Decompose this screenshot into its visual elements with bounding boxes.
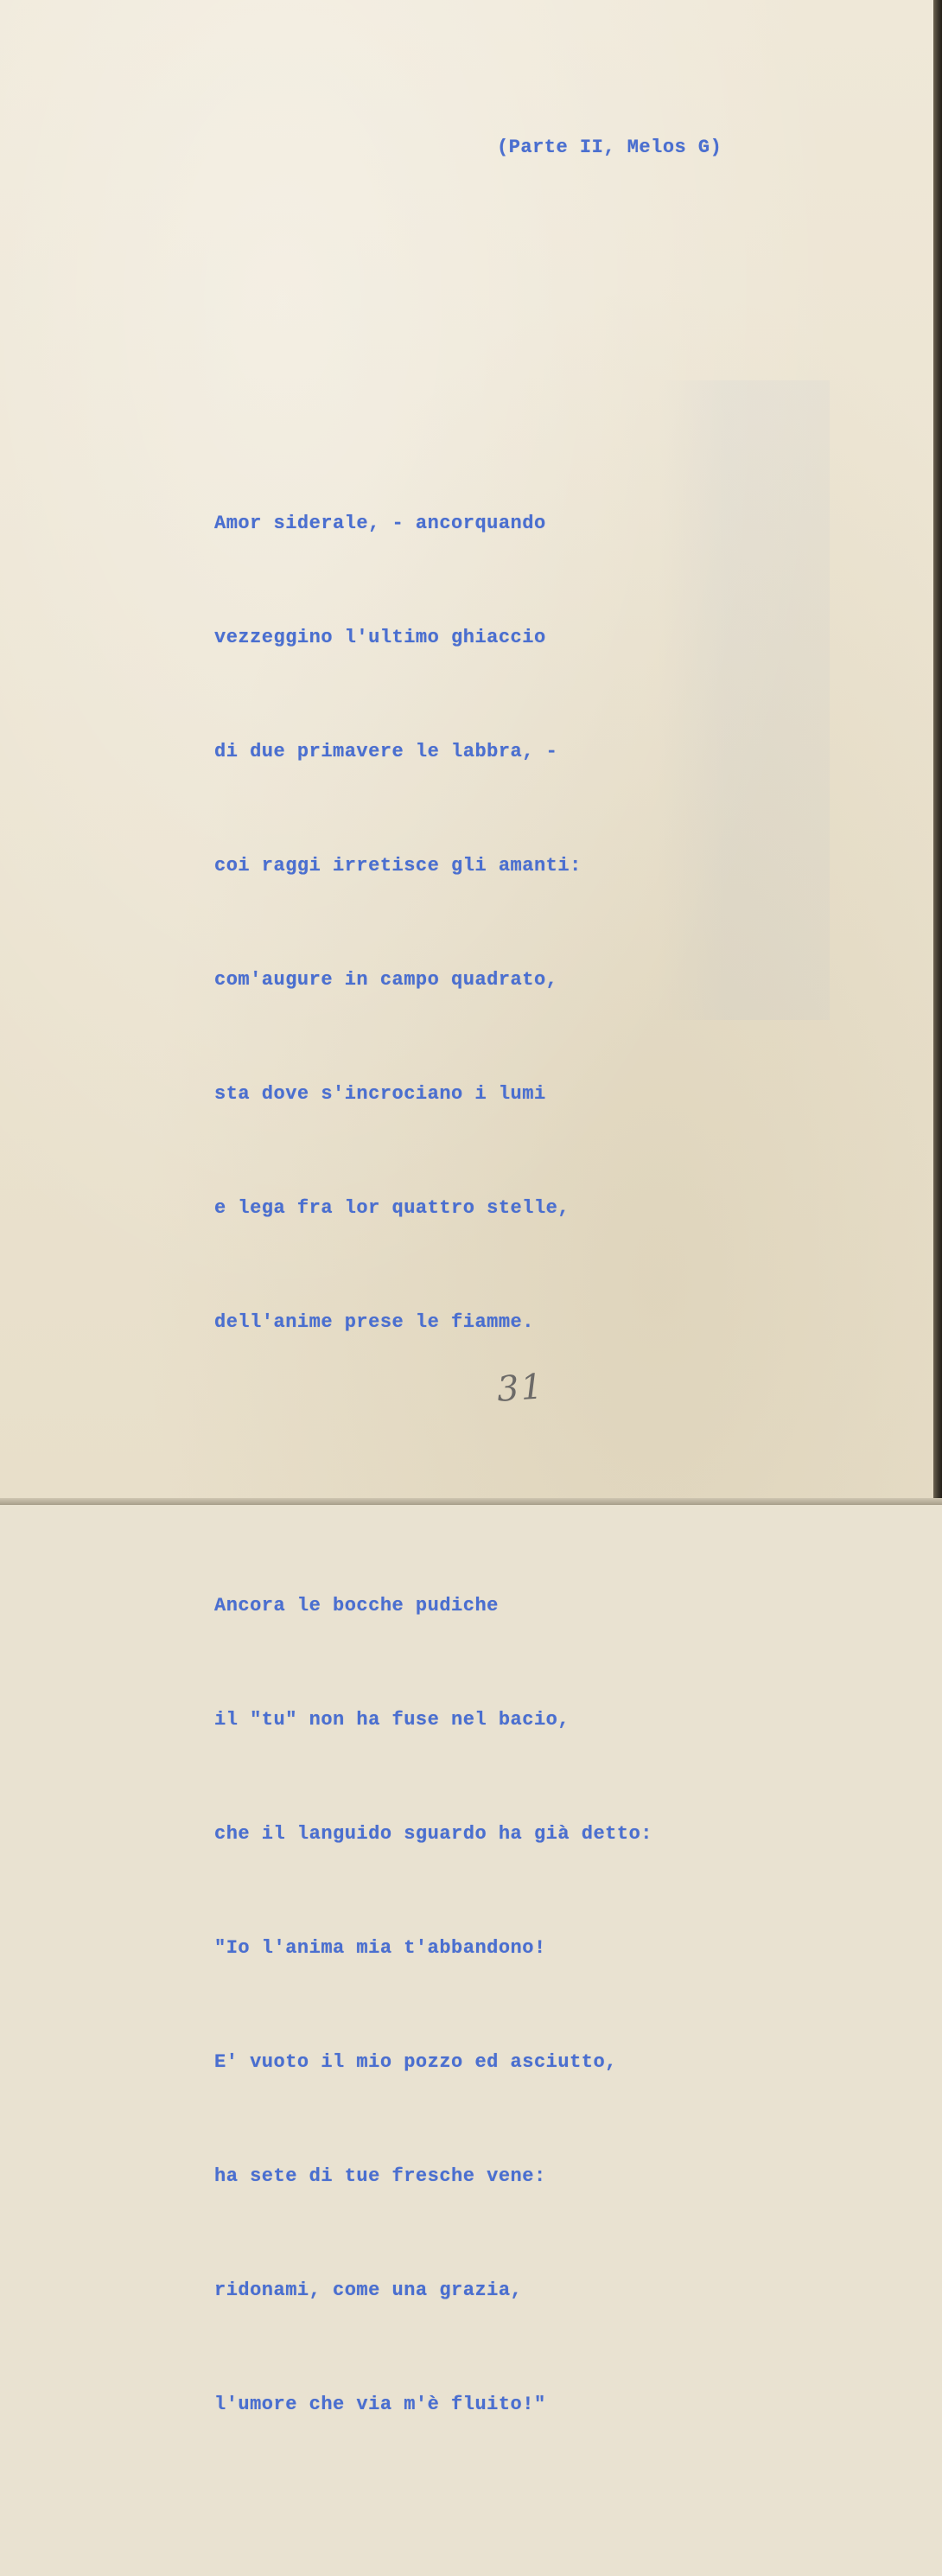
ink-bleed-through bbox=[657, 380, 830, 1020]
verse-line: ridonami, come una grazia, bbox=[214, 2280, 523, 2301]
page-bottom-edge bbox=[0, 1498, 942, 1505]
verse-line: dell'anime prese le fiamme. bbox=[214, 1311, 534, 1333]
verse-line: Ancora le bocche pudiche bbox=[214, 1595, 499, 1616]
stanza-1 bbox=[214, 429, 652, 1418]
verse-line: e lega fra lor quattro stelle, bbox=[214, 1197, 570, 1219]
poem bbox=[214, 353, 652, 2576]
page-number: 31 bbox=[495, 1367, 546, 1410]
verse-line: com'augure in campo quadrato, bbox=[214, 969, 558, 991]
header-reference: (Parte II, Melos G) bbox=[497, 137, 722, 158]
stanza-2 bbox=[214, 1511, 652, 2500]
verse-line: sta dove s'incrociano i lumi bbox=[214, 1083, 546, 1105]
page-edge-shadow bbox=[933, 0, 942, 1505]
verse-line: di due primavere le labbra, - bbox=[214, 741, 558, 762]
verse-line: l'umore che via m'è fluito!" bbox=[214, 2394, 546, 2415]
verse-line: Amor siderale, - ancorquando bbox=[214, 513, 546, 534]
verse-line: che il languido sguardo ha già detto: bbox=[214, 1823, 652, 1845]
verse-line: "Io l'anima mia t'abbandono! bbox=[214, 1937, 546, 1959]
verse-line: E' vuoto il mio pozzo ed asciutto, bbox=[214, 2051, 617, 2073]
verse-line: vezzeggino l'ultimo ghiaccio bbox=[214, 627, 546, 648]
verse-line: il "tu" non ha fuse nel bacio, bbox=[214, 1709, 570, 1731]
verse-line: coi raggi irretisce gli amanti: bbox=[214, 855, 582, 877]
verse-line: ha sete di tue fresche vene: bbox=[214, 2165, 546, 2187]
